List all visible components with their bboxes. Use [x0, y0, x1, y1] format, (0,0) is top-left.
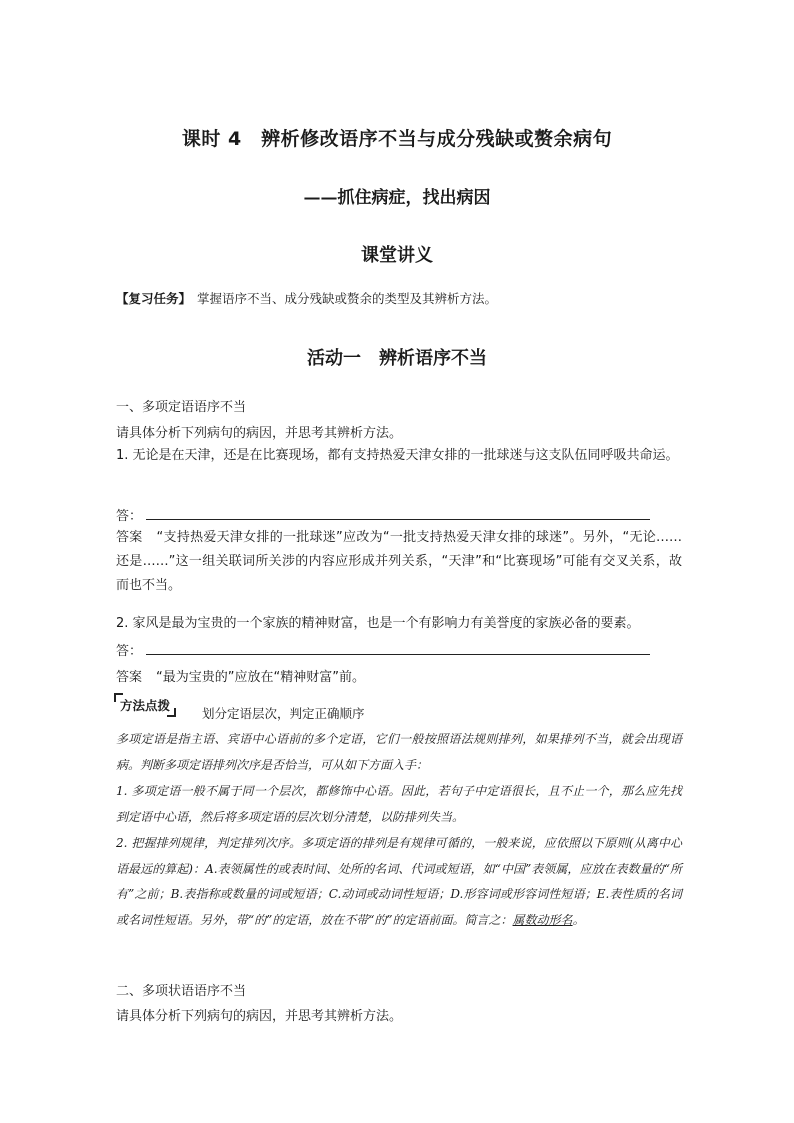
review-tag: 【复习任务】 — [116, 291, 192, 306]
answer-label: 答案 — [116, 530, 143, 545]
answer-field-2[interactable] — [116, 640, 650, 659]
answer-text: “支持热爱天津女排的一批球迷”应改为“一批支持热爱天津女排的球迷”。另外，“无论……还是……”这一组关联词所关涉的内容应形成并列关系，“天津”和“比赛现场”可能有交叉关系，故而也不当。 — [116, 530, 682, 593]
method-point-2-text: 2. 把握排列规律，判定排列次序。多项定语的排列是有规律可循的，一般来说，应依照以下原则(从离中心语最远的算起)：A.表领属性的或表时间、处所的名词、代词或短语，如“中国”表领属，应放在表数量的“所有”之前；B.表指称或数量的词或短语；C.动词或动词性短语；D.形容词或形容词性短语；E.表性质的名词或名词性短语。另外，带“的”的定语，放在不带“的”的定语前面。简言之： — [116, 836, 682, 927]
method-title: 划分定语层次，判定正确顺序 — [202, 706, 365, 721]
mnemonic: 属数动形名 — [512, 912, 573, 927]
answer-1 — [116, 526, 682, 598]
part2-heading: 二、多项状语语序不当 — [116, 984, 247, 999]
review-text: 掌握语序不当、成分残缺或赘余的类型及其辨析方法。 — [197, 291, 498, 306]
question-1: 1. 无论是在天津，还是在比赛现场，都有支持热爱天津女排的一批球迷与这支队伍同呼吸共命运。 — [116, 448, 679, 463]
answer-prompt: 答： — [116, 509, 143, 524]
method-point-1: 1. 多项定语一般不属于同一个层次，都修饰中心语。因此，若句子中定语很长，且不止一个，那么应先找到定语中心语，然后将多项定语的层次划分清楚，以防排列失当。 — [116, 784, 682, 824]
answer-line — [146, 642, 650, 655]
answer-field-1[interactable] — [116, 505, 650, 524]
mnemonic-end: 。 — [572, 912, 585, 927]
review-task — [116, 289, 497, 307]
answer-prompt: 答： — [116, 644, 143, 659]
part1-heading: 一、多项定语语序不当 — [116, 400, 247, 415]
page-subtitle: ——抓住病症，找出病因 — [303, 188, 491, 208]
answer-label: 答案 — [116, 670, 143, 685]
answer-2 — [116, 666, 365, 685]
section-title: 课堂讲义 — [361, 245, 433, 266]
answer-line — [146, 507, 650, 520]
question-2: 2. 家风是最为宝贵的一个家族的精神财富，也是一个有影响力有美誉度的家族必备的要素。 — [116, 616, 640, 631]
answer-text: “最为宝贵的”应放在“精神财富”前。 — [156, 670, 365, 685]
method-tag: 方法点拨 — [116, 696, 174, 714]
method-intro: 多项定语是指主语、宾语中心语前的多个定语，它们一般按照语法规则排列，如果排列不当，就会出现语病。判断多项定语排列次序是否恰当，可从如下方面入手： — [116, 732, 682, 772]
part1-instruction: 请具体分析下列病句的病因，并思考其辨析方法。 — [116, 426, 403, 441]
activity-title: 活动一 辨析语序不当 — [307, 348, 487, 369]
page-title: 课时 4 辨析修改语序不当与成分残缺或赘余病句 — [181, 128, 613, 150]
method-point-2 — [116, 831, 682, 933]
part2-instruction: 请具体分析下列病句的病因，并思考其辨析方法。 — [116, 1009, 403, 1024]
